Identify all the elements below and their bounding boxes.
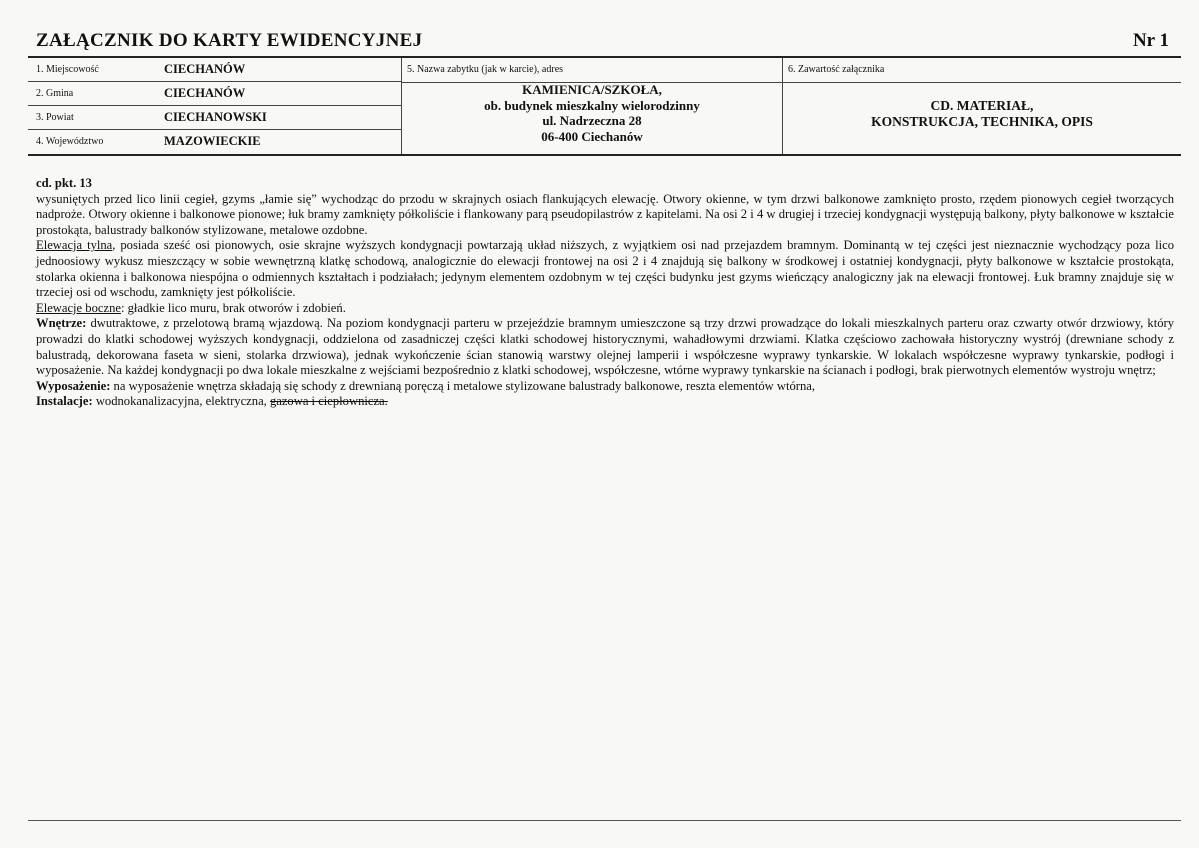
document-number: Nr 1	[1132, 30, 1169, 51]
contents-line: KONSTRUKCJA, TECHNIKA, OPIS	[871, 114, 1093, 129]
paragraph-equipment	[36, 379, 1174, 395]
row-divider	[783, 82, 1181, 83]
interior-text: dwutraktowe, z przelotową bramą wjazdową. Na poziom kondygnacji parteru w przejeździe bramnym umieszczone są trzy drzwi prowadzące do lokali mieszkalnych parteru oraz czwarty otwór drzwiowy, który prowadzi do klatki schodowej wyższych kondygnacji, oddzielona od zasadniczej części klatki schodowej historycznymi, wahadłowymi drzwiami. Klatka częściowo zachowała historyczny wystrój (drewniane schody z balustradą, dekorowana faseta w sieni, stolarka drzwiowa), jednak wykończenie ścian stanowią warstwy olejnej lamperii i współczesne wyprawy tynkarskie. W lokalach współczesne wyprawy tynkarskie, podłogi i wyposażenie. Na każdej kondygnacji po dwa lokale mieszkalne z wejściami bezpośrednio z klatki schodowej, współczesne, wtórne wyprawy tynkarskie na ścianach i podłogi, brak pierwotnych elementów wystroju wnętrz;	[36, 316, 1174, 378]
rear-elevation-label: Elewacja tylna	[36, 238, 113, 253]
location-row	[28, 106, 401, 130]
location-row	[28, 130, 401, 154]
equipment-text: na wyposażenie wnętrza składają się schody z drewnianą poręczą i metalowe stylizowane balustrady balkonowe, reszta elementów wtórna,	[110, 378, 816, 393]
contents-value	[783, 98, 1181, 130]
installations-label: Instalacje:	[36, 394, 93, 409]
paragraph-interior	[36, 316, 1174, 378]
location-value: CIECHANOWSKI	[164, 110, 267, 124]
paragraph-front-elevation: wysuniętych przed lico linii cegieł, gzyms „łamie się” wychodząc do przodu w skrajnych osiach flankujących elewację. Otwory okienne, w tym drzwi balkonowe zamknięto prosto, rzędem pionowych cegieł tworzących nadproże. Otwory okienne i balkonowe pionowe; łuk bramy zamknięty półkoliście i flankowany parą pseudopilastrów z kapitelami. Na osi 2 i 4 w drugiej i trzeciej kondygnacji występują balkony, płyty balkonowe w kształcie prostokąta, balustrady balkonów stylizowane, metalowe ozdobne.	[36, 191, 1174, 237]
location-row	[28, 58, 401, 82]
contents-label: 6. Zawartość załącznika	[788, 64, 885, 75]
installations-struck-text: gazowa i ciepłownicza.	[269, 394, 388, 409]
paragraph-rear-elevation	[36, 238, 1174, 300]
contents-line: CD. MATERIAŁ,	[930, 98, 1034, 113]
monument-line: 06-400 Ciechanów	[541, 128, 643, 144]
paragraph-side-elevations	[36, 301, 1174, 317]
monument-label: 5. Nazwa zabytku (jak w karcie), adres	[407, 64, 564, 75]
description-text	[36, 176, 1174, 410]
contents-column	[783, 58, 1181, 154]
paragraph-installations	[36, 394, 1174, 410]
monument-name	[402, 82, 782, 144]
equipment-label: Wyposażenie:	[36, 378, 111, 393]
interior-label: Wnętrze:	[36, 316, 87, 331]
location-value: CIECHANÓW	[164, 86, 246, 100]
document-title: ZAŁĄCZNIK DO KARTY EWIDENCYJNEJ	[36, 30, 423, 51]
monument-line: ul. Nadrzeczna 28	[542, 113, 642, 128]
footer-rule	[28, 820, 1181, 821]
location-label: 1. Miejscowość	[36, 64, 99, 75]
location-value: CIECHANÓW	[164, 62, 246, 76]
location-label: 2. Gmina	[36, 88, 74, 99]
side-elevations-label: Elewacje boczne	[36, 300, 121, 315]
location-row	[28, 82, 401, 106]
monument-column	[402, 58, 782, 154]
location-value: MAZOWIECKIE	[164, 134, 261, 148]
location-column	[28, 58, 401, 154]
installations-text: wodnokanalizacyjna, elektryczna,	[92, 394, 270, 409]
section-heading: cd. pkt. 13	[36, 176, 92, 190]
rear-elevation-text: , posiada sześć osi pionowych, osie skrajne wyższych kondygnacji powtarzają układ niższych, z wyjątkiem osi nad przejazdem bramnym. Dominantą w tej części jest nieznacznie wychodzący poza lico jednoosiowy wykusz mieszczący w sobie wewnętrzną klatkę schodową, analogicznie do elewacji frontowej na osi 2 i 4 znajdują się balkony w środkowej i ostatniej kondygnacji, płyty balkonowe w kształcie prostokąta, stolarka okienna i balkonowa niespójna o odmiennych kształtach i podziałach; jedynym elementem ozdobnym w tej części budynku jest gzyms wieńczący analogiczny jak na elewacji frontowej. Łuk bramny znajduje się w trzeciej osi od wschodu, zamknięty jest półkoliście.	[36, 238, 1174, 300]
monument-line: KAMIENICA/SZKOŁA,	[522, 82, 662, 97]
header-table	[28, 56, 1181, 156]
side-elevations-text: : gładkie lico muru, brak otworów i zdobień.	[120, 300, 346, 315]
location-label: 4. Województwo	[36, 136, 104, 147]
monument-line: ob. budynek mieszkalny wielorodzinny	[484, 97, 700, 113]
location-label: 3. Powiat	[36, 112, 74, 123]
